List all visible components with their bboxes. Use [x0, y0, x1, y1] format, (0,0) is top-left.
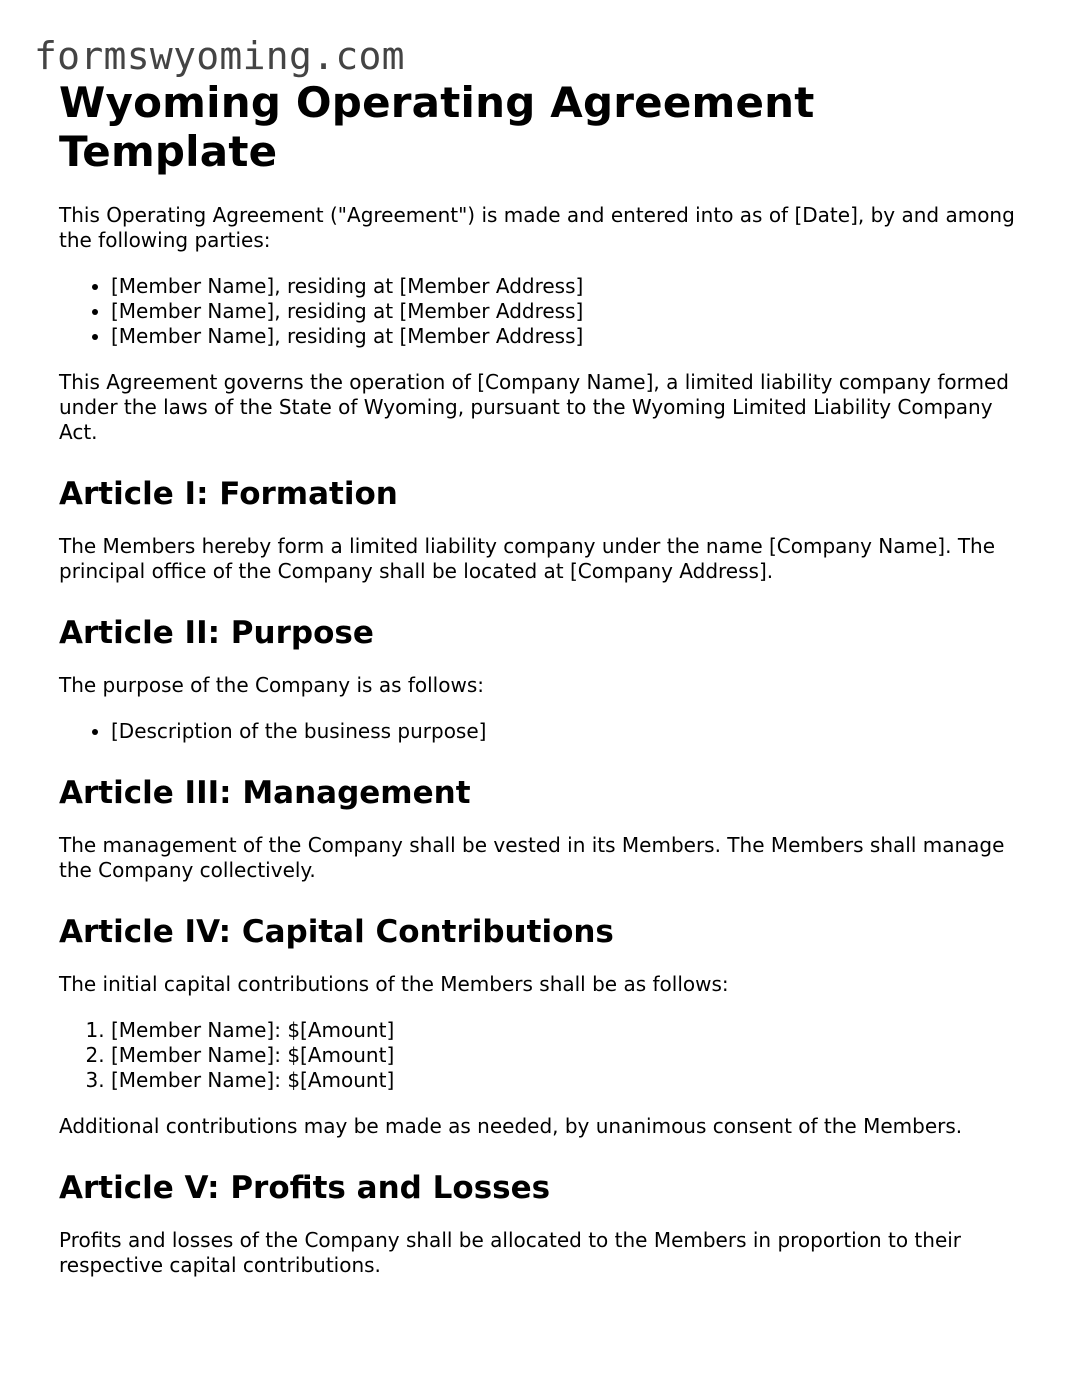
article-3-body: The management of the Company shall be vested in its Members. The Members shall manage the Company collectively. — [59, 833, 1005, 882]
article-4-heading: Article IV: Capital Contributions — [59, 914, 614, 950]
contributions-list — [59, 1018, 1029, 1093]
article-5-body: Profits and losses of the Company shall be allocated to the Members in proportion to their respective capital contributions. — [59, 1228, 962, 1277]
party-item: • [Member Name], residing at [Member Address] — [111, 324, 1029, 349]
article-1-body: The Members hereby form a limited liability company under the name [Company Name]. The principal office of the Company shall be located at [Company Address]. — [59, 534, 996, 583]
governs-paragraph: This Agreement governs the operation of [Company Name], a limited liability company formed under the laws of the State of Wyoming, pursuant to the Wyoming Limited Liability Company Act. — [59, 370, 1009, 444]
article-2-body: The purpose of the Company is as follows: — [59, 673, 484, 697]
contribution-item: 1. [Member Name]: $[Amount] — [111, 1018, 1029, 1043]
article-4-body: The initial capital contributions of the Members shall be as follows: — [59, 972, 729, 996]
article-5-heading: Article V: Profits and Losses — [59, 1170, 551, 1206]
article-2-heading: Article II: Purpose — [59, 615, 374, 651]
article-profits-losses — [59, 1169, 1029, 1278]
party-item: • [Member Name], residing at [Member Address] — [111, 299, 1029, 324]
contribution-item: 3. [Member Name]: $[Amount] — [111, 1068, 1029, 1093]
parties-list — [59, 274, 1029, 349]
article-1-heading: Article I: Formation — [59, 476, 398, 512]
article-3-heading: Article III: Management — [59, 775, 471, 811]
document-page — [59, 78, 1029, 1278]
intro-paragraph: This Operating Agreement ("Agreement") is made and entered into as of [Date], by and among the following parties: — [59, 203, 1015, 252]
article-formation — [59, 475, 1029, 584]
purpose-list — [59, 719, 1029, 744]
contribution-item: 2. [Member Name]: $[Amount] — [111, 1043, 1029, 1068]
article-purpose — [59, 614, 1029, 744]
party-item: • [Member Name], residing at [Member Address] — [111, 274, 1029, 299]
article-capital-contributions — [59, 913, 1029, 1139]
article-management — [59, 774, 1029, 883]
site-watermark: formswyoming.com — [34, 34, 405, 78]
purpose-item: • [Description of the business purpose] — [111, 719, 1029, 744]
document-title: Wyoming Operating Agreement Template — [59, 78, 815, 176]
article-4-footer: Additional contributions may be made as needed, by unanimous consent of the Members. — [59, 1114, 963, 1138]
